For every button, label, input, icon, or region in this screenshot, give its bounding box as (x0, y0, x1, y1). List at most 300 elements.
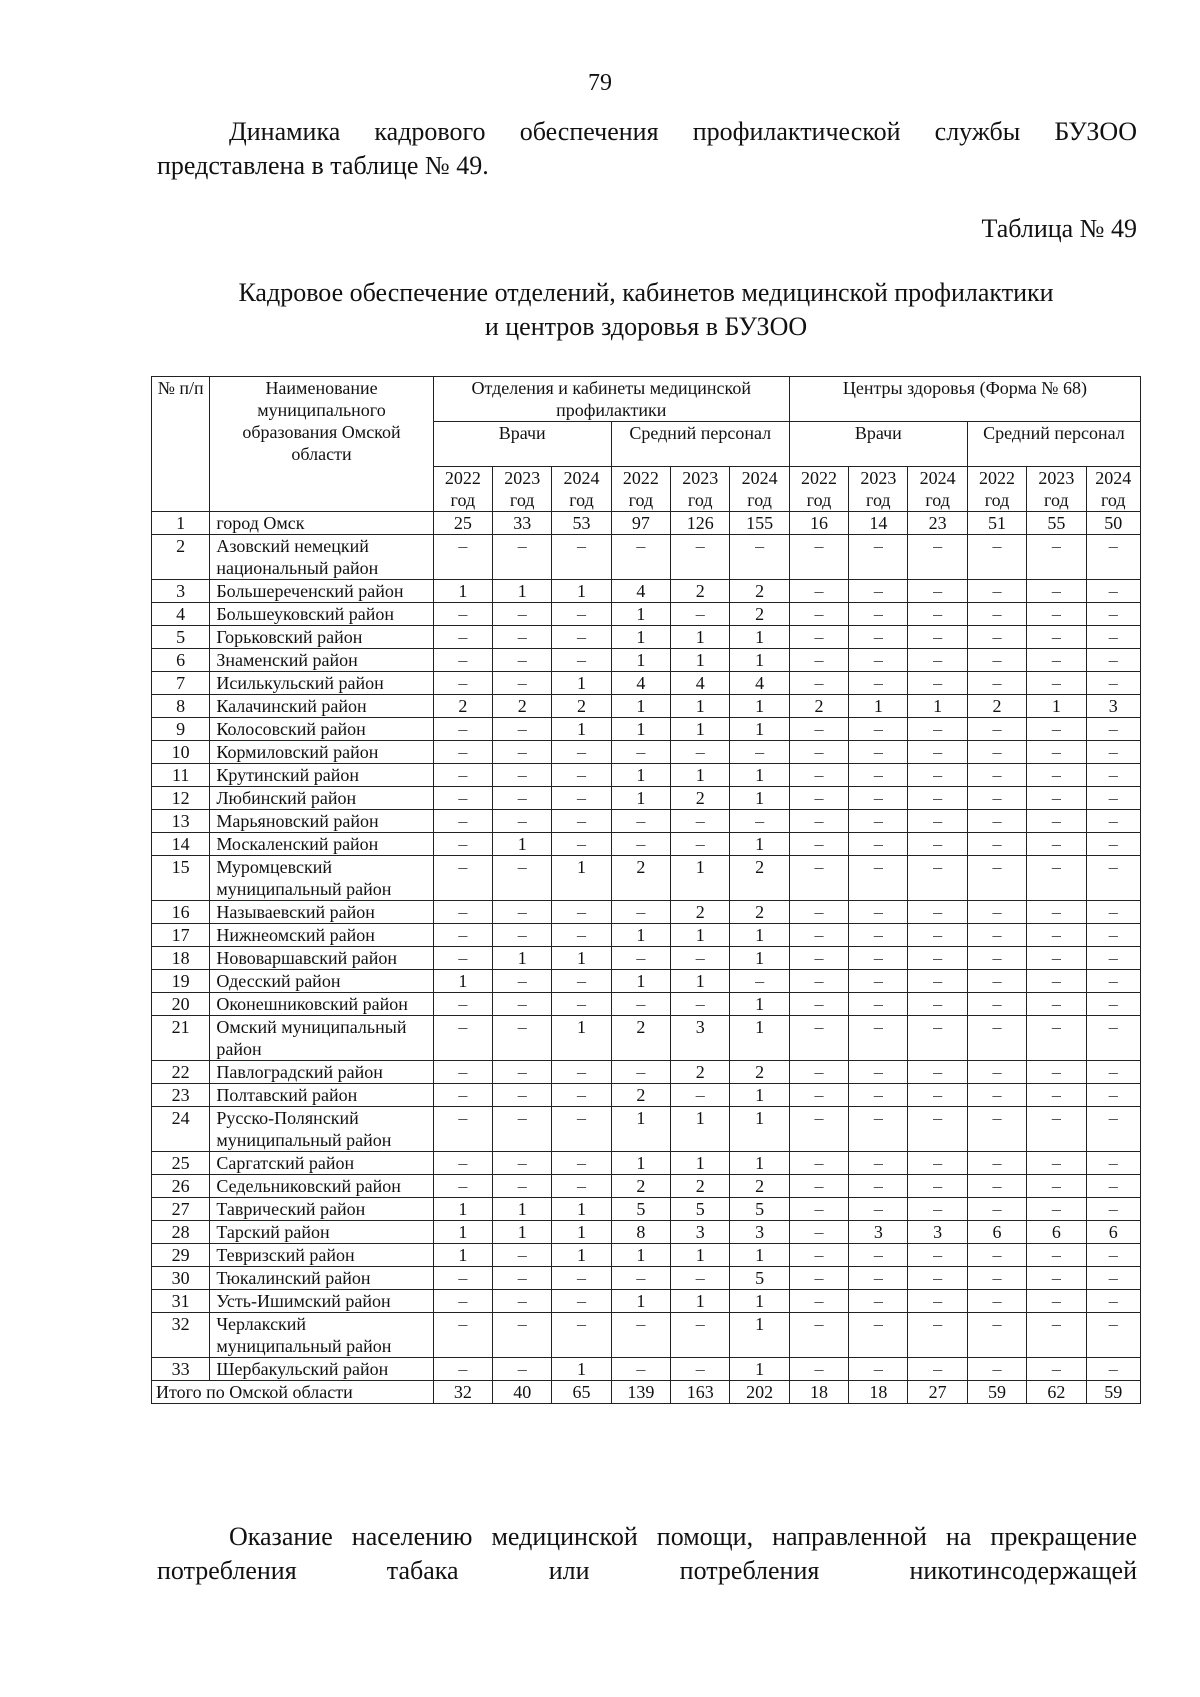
value-cell: – (789, 580, 848, 603)
value-cell: – (908, 535, 967, 580)
value-cell: 1 (433, 1244, 492, 1267)
value-cell: – (671, 993, 730, 1016)
value-cell: 1 (730, 1107, 789, 1152)
value-cell: – (967, 1198, 1026, 1221)
value-cell: – (552, 1152, 611, 1175)
value-cell: 2 (730, 901, 789, 924)
value-cell: – (433, 924, 492, 947)
header-doctors-2: Врачи (789, 422, 967, 467)
value-cell: – (493, 856, 552, 901)
value-cell: – (1086, 924, 1140, 947)
value-cell: – (671, 810, 730, 833)
value-cell: – (611, 741, 670, 764)
district-name: Таврический район (210, 1198, 433, 1221)
page-number: 79 (588, 70, 612, 96)
table-row (152, 764, 1141, 787)
value-cell: – (908, 603, 967, 626)
row-number: 20 (152, 993, 210, 1016)
value-cell: – (967, 649, 1026, 672)
value-cell: – (1086, 901, 1140, 924)
value-cell: – (908, 947, 967, 970)
value-cell: – (1027, 1016, 1086, 1061)
value-cell: – (849, 1358, 908, 1381)
value-cell: 1 (611, 970, 670, 993)
value-cell: – (493, 626, 552, 649)
district-name: Марьяновский район (210, 810, 433, 833)
table-row (152, 856, 1141, 901)
value-cell: – (1086, 1267, 1140, 1290)
value-cell: – (967, 993, 1026, 1016)
row-number: 19 (152, 970, 210, 993)
value-cell: – (493, 603, 552, 626)
district-name: Омский муниципальный район (210, 1016, 433, 1061)
value-cell: – (493, 672, 552, 695)
value-cell: 1 (611, 924, 670, 947)
value-cell: – (849, 833, 908, 856)
row-number: 7 (152, 672, 210, 695)
value-cell: – (611, 1061, 670, 1084)
value-cell: 1 (552, 856, 611, 901)
value-cell: – (1027, 901, 1086, 924)
value-cell: – (849, 787, 908, 810)
value-cell: 6 (1027, 1221, 1086, 1244)
value-cell: – (552, 993, 611, 1016)
table-row (152, 1061, 1141, 1084)
table-row (152, 718, 1141, 741)
district-name: Исилькульский район (210, 672, 433, 695)
value-cell: – (908, 741, 967, 764)
value-cell: 1 (671, 1107, 730, 1152)
value-cell: – (789, 672, 848, 695)
value-cell: – (789, 1084, 848, 1107)
value-cell: – (789, 810, 848, 833)
value-cell: – (1086, 1358, 1140, 1381)
value-cell: – (493, 1107, 552, 1152)
value-cell: 1 (908, 695, 967, 718)
table-label: Таблица № 49 (981, 214, 1137, 243)
value-cell: – (967, 1358, 1026, 1381)
header-year: 2022 год (967, 467, 1026, 512)
value-cell: – (789, 1221, 848, 1244)
value-cell: – (433, 856, 492, 901)
value-cell: – (433, 810, 492, 833)
value-cell: 1 (671, 626, 730, 649)
value-cell: 155 (730, 512, 789, 535)
value-cell: – (552, 833, 611, 856)
row-number: 28 (152, 1221, 210, 1244)
value-cell: – (967, 535, 1026, 580)
table-row (152, 1198, 1141, 1221)
row-number: 16 (152, 901, 210, 924)
value-cell: – (493, 1358, 552, 1381)
district-name: Любинский район (210, 787, 433, 810)
value-cell: 2 (671, 580, 730, 603)
value-cell: 55 (1027, 512, 1086, 535)
total-value-cell: 18 (789, 1381, 848, 1404)
value-cell: – (1086, 718, 1140, 741)
value-cell: – (908, 672, 967, 695)
value-cell: 1 (611, 649, 670, 672)
value-cell: – (849, 649, 908, 672)
value-cell: – (493, 970, 552, 993)
value-cell: – (789, 1198, 848, 1221)
value-cell: – (849, 535, 908, 580)
value-cell: – (849, 1198, 908, 1221)
value-cell: – (493, 993, 552, 1016)
value-cell: – (433, 1016, 492, 1061)
value-cell: 1 (730, 718, 789, 741)
value-cell: – (552, 1061, 611, 1084)
table-row (152, 1358, 1141, 1381)
value-cell: – (493, 535, 552, 580)
row-number: 23 (152, 1084, 210, 1107)
value-cell: – (1027, 718, 1086, 741)
table-row (152, 924, 1141, 947)
value-cell: 5 (611, 1198, 670, 1221)
value-cell: – (1086, 833, 1140, 856)
value-cell: – (493, 810, 552, 833)
value-cell: 2 (611, 1084, 670, 1107)
value-cell: 1 (730, 1313, 789, 1358)
value-cell: – (849, 580, 908, 603)
value-cell: 1 (552, 1358, 611, 1381)
value-cell: – (789, 1244, 848, 1267)
value-cell: – (789, 718, 848, 741)
value-cell: – (433, 603, 492, 626)
intro-paragraph (157, 115, 1137, 183)
value-cell: – (493, 1152, 552, 1175)
value-cell: – (908, 1175, 967, 1198)
value-cell: – (1027, 580, 1086, 603)
district-name: Азовский немецкий национальный район (210, 535, 433, 580)
value-cell: 53 (552, 512, 611, 535)
value-cell: – (967, 1061, 1026, 1084)
value-cell: – (908, 649, 967, 672)
table-row (152, 1016, 1141, 1061)
value-cell: 25 (433, 512, 492, 535)
total-value-cell: 139 (611, 1381, 670, 1404)
value-cell: – (789, 626, 848, 649)
header-year: 2022 год (789, 467, 848, 512)
table-row (152, 512, 1141, 535)
value-cell: 1 (552, 672, 611, 695)
row-number: 12 (152, 787, 210, 810)
value-cell: – (1027, 833, 1086, 856)
value-cell: 3 (671, 1221, 730, 1244)
value-cell: – (849, 603, 908, 626)
value-cell: 1 (611, 718, 670, 741)
value-cell: – (1027, 1084, 1086, 1107)
header-nurses-2: Средний персонал (967, 422, 1140, 467)
value-cell: – (849, 970, 908, 993)
value-cell: – (1027, 1061, 1086, 1084)
value-cell: – (1086, 626, 1140, 649)
row-number: 6 (152, 649, 210, 672)
value-cell: 1 (433, 970, 492, 993)
total-value-cell: 18 (849, 1381, 908, 1404)
value-cell: – (611, 1267, 670, 1290)
value-cell: – (1086, 993, 1140, 1016)
value-cell: – (908, 1267, 967, 1290)
district-name: Знаменский район (210, 649, 433, 672)
value-cell: – (908, 626, 967, 649)
value-cell: 1 (671, 1244, 730, 1267)
value-cell: – (433, 993, 492, 1016)
value-cell: – (1027, 535, 1086, 580)
value-cell: – (730, 535, 789, 580)
value-cell: 1 (730, 947, 789, 970)
value-cell: – (433, 626, 492, 649)
value-cell: 1 (671, 970, 730, 993)
value-cell: – (789, 1358, 848, 1381)
value-cell: 1 (552, 1244, 611, 1267)
value-cell: 97 (611, 512, 670, 535)
value-cell: – (789, 924, 848, 947)
value-cell: – (433, 1152, 492, 1175)
value-cell: – (611, 947, 670, 970)
value-cell: 2 (730, 603, 789, 626)
value-cell: – (1027, 1107, 1086, 1152)
value-cell: 4 (671, 672, 730, 695)
value-cell: 1 (611, 695, 670, 718)
row-number: 27 (152, 1198, 210, 1221)
value-cell: 6 (1086, 1221, 1140, 1244)
value-cell: 2 (730, 1061, 789, 1084)
value-cell: – (1086, 580, 1140, 603)
value-cell: – (611, 810, 670, 833)
value-cell: 1 (493, 1198, 552, 1221)
value-cell: – (1086, 1084, 1140, 1107)
value-cell: – (493, 924, 552, 947)
value-cell: – (908, 1061, 967, 1084)
row-number: 3 (152, 580, 210, 603)
value-cell: – (849, 947, 908, 970)
value-cell: – (849, 924, 908, 947)
value-cell: – (611, 833, 670, 856)
value-cell: 14 (849, 512, 908, 535)
value-cell: 1 (730, 1152, 789, 1175)
header-year: 2022 год (433, 467, 492, 512)
value-cell: – (1086, 672, 1140, 695)
value-cell: – (1086, 856, 1140, 901)
table-row (152, 970, 1141, 993)
value-cell: – (1027, 1152, 1086, 1175)
table-row (152, 672, 1141, 695)
district-name: Павлоградский район (210, 1061, 433, 1084)
value-cell: – (671, 833, 730, 856)
value-cell: – (789, 1290, 848, 1313)
value-cell: 1 (493, 947, 552, 970)
value-cell: – (967, 810, 1026, 833)
value-cell: – (789, 787, 848, 810)
row-number: 29 (152, 1244, 210, 1267)
value-cell: – (552, 1313, 611, 1358)
total-value-cell: 62 (1027, 1381, 1086, 1404)
value-cell: – (671, 741, 730, 764)
value-cell: 4 (611, 580, 670, 603)
value-cell: 2 (611, 1175, 670, 1198)
value-cell: 8 (611, 1221, 670, 1244)
value-cell: 5 (730, 1198, 789, 1221)
value-cell: – (967, 1175, 1026, 1198)
value-cell: – (967, 924, 1026, 947)
value-cell: – (552, 810, 611, 833)
value-cell: 1 (611, 626, 670, 649)
value-cell: – (552, 1290, 611, 1313)
value-cell: – (849, 993, 908, 1016)
value-cell: – (433, 672, 492, 695)
value-cell: 1 (730, 626, 789, 649)
value-cell: – (908, 718, 967, 741)
header-prevention-departments: Отделения и кабинеты медицинской профилактики (433, 377, 789, 422)
value-cell: – (552, 535, 611, 580)
value-cell: – (908, 1313, 967, 1358)
value-cell: – (1027, 1267, 1086, 1290)
row-number: 24 (152, 1107, 210, 1152)
value-cell: 1 (730, 649, 789, 672)
value-cell: 1 (671, 764, 730, 787)
value-cell: – (967, 764, 1026, 787)
value-cell: – (493, 1016, 552, 1061)
row-number: 14 (152, 833, 210, 856)
total-value-cell: 163 (671, 1381, 730, 1404)
value-cell: 3 (1086, 695, 1140, 718)
value-cell: – (967, 1244, 1026, 1267)
value-cell: 1 (730, 1084, 789, 1107)
value-cell: – (493, 1061, 552, 1084)
value-cell: – (493, 764, 552, 787)
value-cell: – (908, 787, 967, 810)
value-cell: – (1027, 741, 1086, 764)
value-cell: – (789, 833, 848, 856)
row-number: 26 (152, 1175, 210, 1198)
value-cell: – (433, 1313, 492, 1358)
value-cell: – (849, 1061, 908, 1084)
value-cell: 1 (493, 580, 552, 603)
value-cell: – (908, 833, 967, 856)
value-cell: – (433, 787, 492, 810)
value-cell: 1 (730, 787, 789, 810)
value-cell: – (967, 856, 1026, 901)
value-cell: – (552, 924, 611, 947)
value-cell: 1 (433, 1198, 492, 1221)
value-cell: 1 (611, 787, 670, 810)
value-cell: 1 (671, 1152, 730, 1175)
value-cell: 1 (730, 993, 789, 1016)
district-name: город Омск (210, 512, 433, 535)
value-cell: 1 (552, 1221, 611, 1244)
value-cell: – (967, 1107, 1026, 1152)
row-number: 10 (152, 741, 210, 764)
value-cell: – (789, 1107, 848, 1152)
value-cell: – (908, 1198, 967, 1221)
value-cell: – (1027, 947, 1086, 970)
value-cell: – (730, 810, 789, 833)
row-number: 32 (152, 1313, 210, 1358)
value-cell: 1 (730, 833, 789, 856)
value-cell: – (433, 1107, 492, 1152)
value-cell: – (1027, 1290, 1086, 1313)
table-row (152, 810, 1141, 833)
value-cell: – (493, 1267, 552, 1290)
value-cell: – (1086, 1061, 1140, 1084)
value-cell: – (967, 1313, 1026, 1358)
district-name: Большереченский район (210, 580, 433, 603)
value-cell: – (967, 787, 1026, 810)
value-cell: – (967, 947, 1026, 970)
value-cell: – (1027, 1244, 1086, 1267)
header-year: 2024 год (730, 467, 789, 512)
district-name: Калачинский район (210, 695, 433, 718)
value-cell: 1 (493, 833, 552, 856)
table-row (152, 1221, 1141, 1244)
district-name: Большеуковский район (210, 603, 433, 626)
row-number: 4 (152, 603, 210, 626)
value-cell: 1 (552, 1016, 611, 1061)
value-cell: – (433, 1267, 492, 1290)
value-cell: – (967, 718, 1026, 741)
header-name: Наименование муниципального образования Омской области (210, 377, 433, 512)
value-cell: – (730, 970, 789, 993)
header-year: 2023 год (671, 467, 730, 512)
value-cell: 1 (611, 1244, 670, 1267)
total-value-cell: 59 (1086, 1381, 1140, 1404)
header-doctors-1: Врачи (433, 422, 611, 467)
value-cell: 16 (789, 512, 848, 535)
value-cell: – (849, 1313, 908, 1358)
value-cell: – (849, 718, 908, 741)
value-cell: – (1027, 649, 1086, 672)
staffing-table (151, 376, 1141, 1404)
total-value-cell: 65 (552, 1381, 611, 1404)
value-cell: 1 (611, 764, 670, 787)
value-cell: – (1027, 672, 1086, 695)
value-cell: – (908, 924, 967, 947)
value-cell: 3 (908, 1221, 967, 1244)
total-value-cell: 59 (967, 1381, 1026, 1404)
value-cell: – (1027, 993, 1086, 1016)
value-cell: – (1086, 535, 1140, 580)
value-cell: – (849, 1152, 908, 1175)
header-health-centers: Центры здоровья (Форма № 68) (789, 377, 1140, 422)
value-cell: – (433, 718, 492, 741)
value-cell: – (849, 764, 908, 787)
value-cell: – (967, 603, 1026, 626)
total-value-cell: 40 (493, 1381, 552, 1404)
value-cell: – (849, 1084, 908, 1107)
value-cell: – (967, 1267, 1026, 1290)
value-cell: – (1027, 1198, 1086, 1221)
value-cell: 1 (849, 695, 908, 718)
table-row (152, 901, 1141, 924)
value-cell: – (1027, 626, 1086, 649)
value-cell: – (1086, 1016, 1140, 1061)
value-cell: – (908, 1244, 967, 1267)
value-cell: – (789, 947, 848, 970)
value-cell: – (908, 1290, 967, 1313)
row-number: 33 (152, 1358, 210, 1381)
district-name: Крутинский район (210, 764, 433, 787)
district-name: Тюкалинский район (210, 1267, 433, 1290)
value-cell: – (849, 672, 908, 695)
value-cell: – (849, 856, 908, 901)
value-cell: 1 (671, 649, 730, 672)
value-cell: – (967, 580, 1026, 603)
table-row (152, 1267, 1141, 1290)
header-year: 2024 год (908, 467, 967, 512)
header-year: 2023 год (849, 467, 908, 512)
value-cell: – (611, 1313, 670, 1358)
